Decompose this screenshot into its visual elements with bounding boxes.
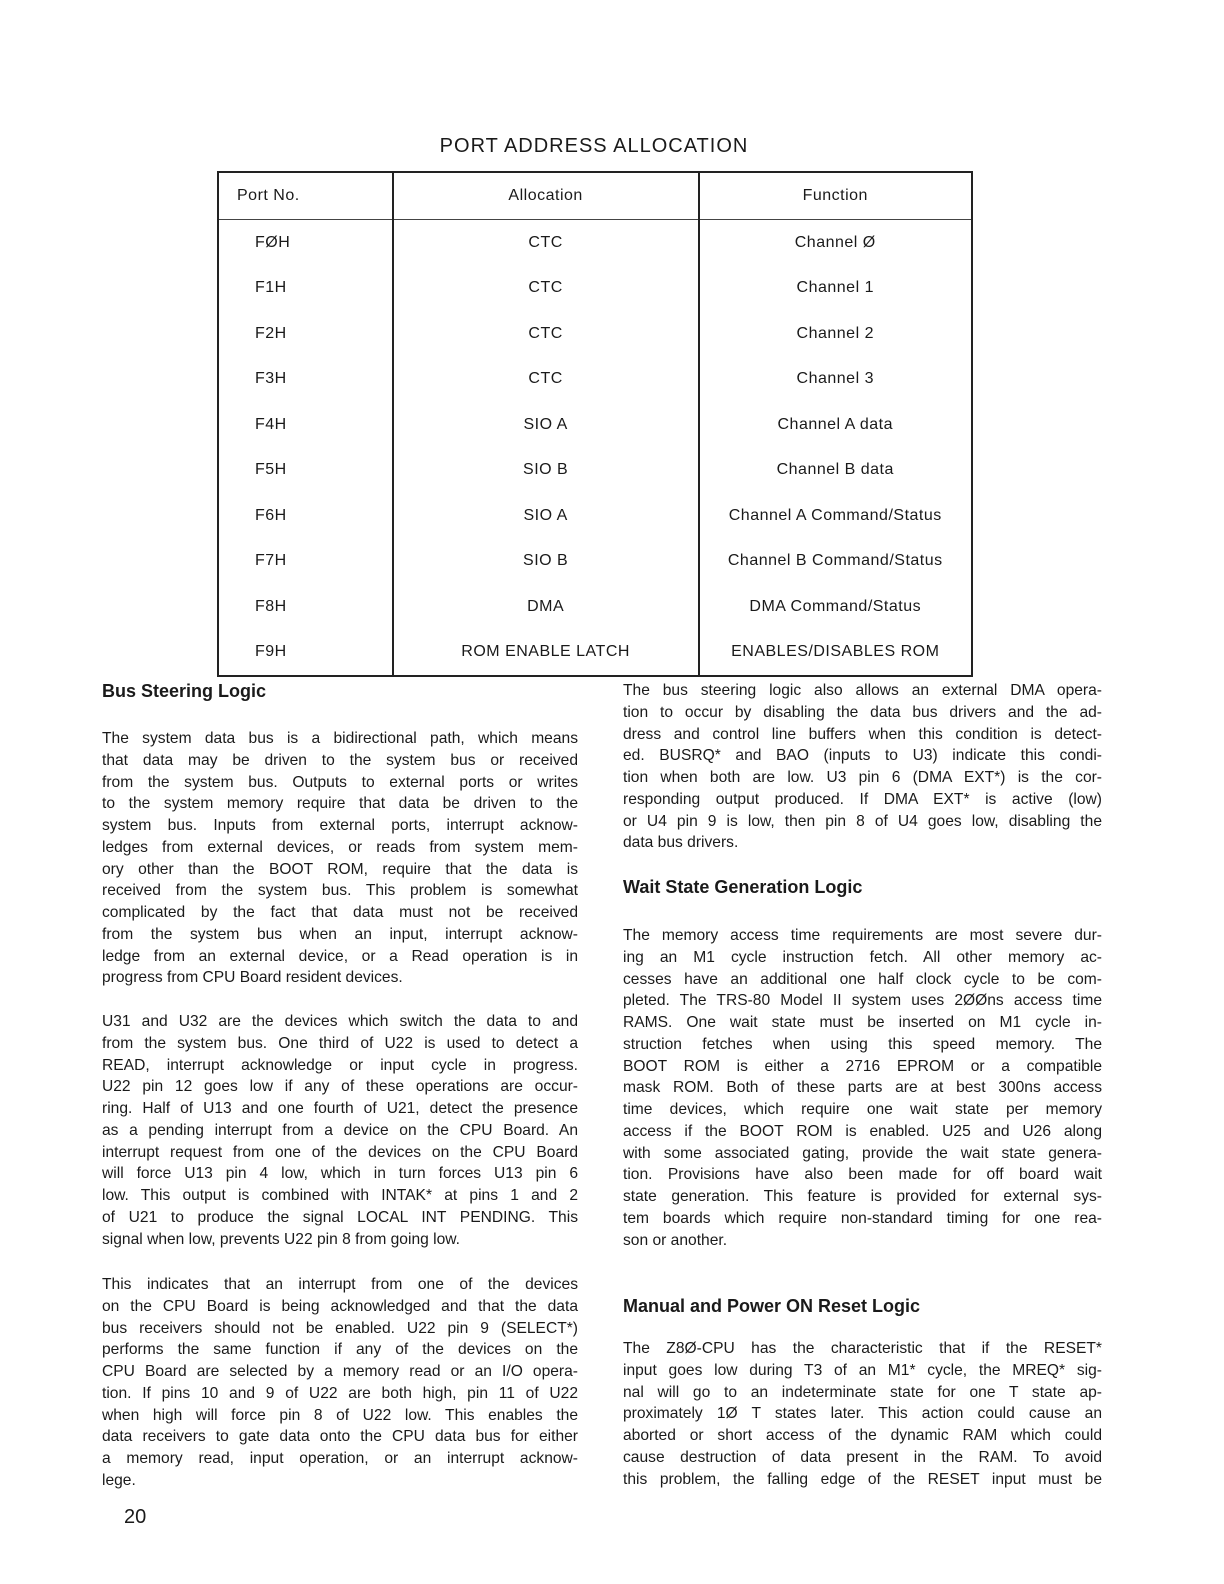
text-line: will force U13 pin 4 low, which in turn forces U13 pin 6 — [102, 1165, 578, 1183]
text-line: U22 pin 12 goes low if any of these operations are occur- — [102, 1078, 578, 1096]
port-no-cell: F2H — [218, 311, 393, 357]
text-line: U31 and U32 are the devices which switch the data to and — [102, 1013, 578, 1030]
paragraph — [102, 1011, 578, 1250]
paragraph — [623, 1338, 1102, 1490]
text-line: received from the system bus. This problem is somewhat — [102, 882, 578, 900]
allocation-cell: CTC — [393, 266, 699, 312]
port-no-cell: F6H — [218, 493, 393, 539]
paragraph — [623, 925, 1102, 1251]
text-line: tion. Provisions have also been made for off board wait — [623, 1166, 1102, 1184]
paragraph — [102, 728, 578, 989]
allocation-cell: CTC — [393, 220, 699, 266]
header-allocation: Allocation — [393, 172, 699, 220]
allocation-cell: SIO B — [393, 539, 699, 585]
text-line: a memory read, input operation, or an interrupt acknow- — [102, 1450, 578, 1467]
function-cell: DMA Command/Status — [699, 584, 972, 630]
table-row — [218, 539, 972, 585]
text-line: this problem, the falling edge of the RESET input must be — [623, 1470, 1102, 1488]
text-line: on the CPU Board is being acknowledged and that the data — [102, 1297, 578, 1315]
text-line: performs the same function if any of the devices on the — [102, 1341, 578, 1359]
table-row — [218, 448, 972, 494]
port-no-cell: F8H — [218, 584, 393, 630]
function-cell: Channel A Command/Status — [699, 493, 972, 539]
text-line: from the system bus when an input, interrupt acknow- — [102, 925, 578, 943]
text-line: ring. Half of U13 and one fourth of U21, detect the presence — [102, 1100, 578, 1117]
text-line: data bus drivers. — [623, 834, 739, 852]
text-line: READ, interrupt acknowledge or input cycle in progress. — [102, 1056, 578, 1074]
allocation-cell: CTC — [393, 357, 699, 403]
text-line: cause destruction of data present in the RAM. To avoid — [623, 1448, 1102, 1466]
table-row — [218, 357, 972, 403]
allocation-cell: SIO B — [393, 448, 699, 494]
paragraph — [102, 1274, 578, 1492]
allocation-cell: SIO A — [393, 493, 699, 539]
text-line: ed. BUSRQ* and BAO (inputs to U3) indicate this condi- — [623, 747, 1102, 765]
text-line: ory other than the BOOT ROM, require that the data is — [102, 860, 578, 878]
allocation-cell: CTC — [393, 311, 699, 357]
text-line: aborted or short access of the dynamic RAM which could — [623, 1427, 1102, 1444]
allocation-cell: ROM ENABLE LATCH — [393, 630, 699, 677]
port-address-table — [217, 171, 973, 677]
heading-reset: Manual and Power ON Reset Logic — [623, 1296, 921, 1316]
port-no-cell: FØH — [218, 220, 393, 266]
function-cell: Channel A data — [699, 402, 972, 448]
port-no-cell: F9H — [218, 630, 393, 677]
text-line: tion. If pins 10 and 9 of U22 are both high, pin 11 of U22 — [102, 1384, 578, 1402]
table-row — [218, 220, 972, 266]
text-line: from the system bus. Outputs to external ports or writes — [102, 773, 578, 791]
heading-bus-steering: Bus Steering Logic — [102, 681, 267, 701]
text-line: state generation. This feature is provided for external sys- — [623, 1188, 1102, 1205]
text-line: CPU Board are selected by a memory read or an I/O opera- — [102, 1363, 578, 1380]
port-no-cell: F5H — [218, 448, 393, 494]
text-line: The bus steering logic also allows an external DMA opera- — [623, 682, 1102, 699]
text-line: This indicates that an interrupt from one of the devices — [102, 1276, 578, 1293]
text-line: progress from CPU Board resident devices. — [102, 969, 403, 987]
text-line: responding output produced. If DMA EXT* is active (low) — [623, 790, 1102, 808]
text-line: when high will force pin 8 of U22 low. This enables the — [102, 1406, 578, 1424]
table-row — [218, 493, 972, 539]
text-line: that data may be driven to the system bus or received — [102, 751, 578, 769]
function-cell: Channel Ø — [699, 220, 972, 266]
text-line: mask ROM. Both of these parts are at best 300ns access — [623, 1079, 1102, 1097]
function-cell: Channel 2 — [699, 311, 972, 357]
text-line: The memory access time requirements are most severe dur- — [623, 927, 1102, 944]
port-no-cell: F1H — [218, 266, 393, 312]
table-row — [218, 311, 972, 357]
table-row — [218, 266, 972, 312]
text-line: lege. — [102, 1471, 136, 1489]
text-line: complicated by the fact that data must not be received — [102, 904, 578, 921]
table-title: PORT ADDRESS ALLOCATION — [439, 135, 749, 157]
text-line: nal will go to an indeterminate state for one T state ap- — [623, 1383, 1102, 1401]
text-line: from the system bus. One third of U22 is used to detect a — [102, 1034, 578, 1052]
text-line: with some associated gating, provide the wait state genera- — [623, 1144, 1102, 1162]
text-line: dress and control line buffers when this condition is detect- — [623, 725, 1102, 743]
text-line: proximately 1Ø T states later. This action could cause an — [623, 1405, 1102, 1423]
function-cell: Channel B data — [699, 448, 972, 494]
page-number: 20 — [124, 1506, 147, 1528]
allocation-cell: SIO A — [393, 402, 699, 448]
text-line: ledges from external devices, or reads from system mem- — [102, 838, 578, 856]
text-line: cesses have an additional one half clock cycle to be com- — [623, 970, 1102, 988]
text-line: to the system memory require that data be driven to the — [102, 795, 578, 813]
header-function: Function — [699, 172, 972, 220]
text-line: data receivers to gate data onto the CPU data bus for either — [102, 1428, 578, 1446]
text-line: tion to occur by disabling the data bus drivers and the ad- — [623, 703, 1102, 721]
text-line: ing an M1 cycle instruction fetch. All other memory ac- — [623, 948, 1102, 966]
function-cell: Channel 1 — [699, 266, 972, 312]
text-line: ledge from an external device, or a Read operation is in — [102, 947, 578, 965]
text-line: of U21 to produce the signal LOCAL INT PENDING. This — [102, 1208, 578, 1226]
port-no-cell: F7H — [218, 539, 393, 585]
heading-wait-state: Wait State Generation Logic — [623, 877, 863, 897]
paragraph — [623, 680, 1102, 854]
header-port-no: Port No. — [218, 172, 393, 220]
text-line: or U4 pin 9 is low, then pin 8 of U4 goes low, disabling the — [623, 812, 1102, 830]
text-line: The Z8Ø-CPU has the characteristic that if the RESET* — [623, 1340, 1102, 1357]
table-row — [218, 584, 972, 630]
text-line: BOOT ROM is either a 2716 EPROM or a compatible — [623, 1057, 1102, 1075]
text-line: struction fetches when using this speed memory. The — [623, 1035, 1102, 1053]
allocation-cell: DMA — [393, 584, 699, 630]
function-cell: Channel 3 — [699, 357, 972, 403]
text-line: time devices, which require one wait state per memory — [623, 1101, 1102, 1118]
text-line: signal when low, prevents U22 pin 8 from going low. — [102, 1230, 460, 1248]
text-line: as a pending interrupt from a device on the CPU Board. An — [102, 1121, 578, 1139]
function-cell: Channel B Command/Status — [699, 539, 972, 585]
text-line: tion when both are low. U3 pin 6 (DMA EXT*) is the cor- — [623, 769, 1102, 786]
text-line: pleted. The TRS-80 Model II system uses 2ØØns access time — [623, 992, 1102, 1010]
text-line: bus receivers should not be enabled. U22 pin 9 (SELECT*) — [102, 1319, 578, 1337]
text-line: tem boards which require non-standard timing for one rea- — [623, 1209, 1102, 1227]
text-line: input goes low during T3 of an M1* cycle, the MREQ* sig- — [623, 1361, 1102, 1379]
text-line: low. This output is combined with INTAK* at pins 1 and 2 — [102, 1187, 578, 1204]
text-line: RAMS. One wait state must be inserted on M1 cycle in- — [623, 1014, 1102, 1031]
function-cell: ENABLES/DISABLES ROM — [699, 630, 972, 677]
port-no-cell: F4H — [218, 402, 393, 448]
text-line: access if the BOOT ROM is enabled. U25 and U26 along — [623, 1122, 1102, 1140]
table-row — [218, 402, 972, 448]
text-line: system bus. Inputs from external ports, interrupt acknow- — [102, 817, 578, 834]
text-line: son or another. — [623, 1231, 728, 1249]
text-line: The system data bus is a bidirectional path, which means — [102, 730, 578, 747]
table-row — [218, 630, 972, 677]
port-no-cell: F3H — [218, 357, 393, 403]
text-line: interrupt request from one of the devices on the CPU Board — [102, 1143, 578, 1161]
